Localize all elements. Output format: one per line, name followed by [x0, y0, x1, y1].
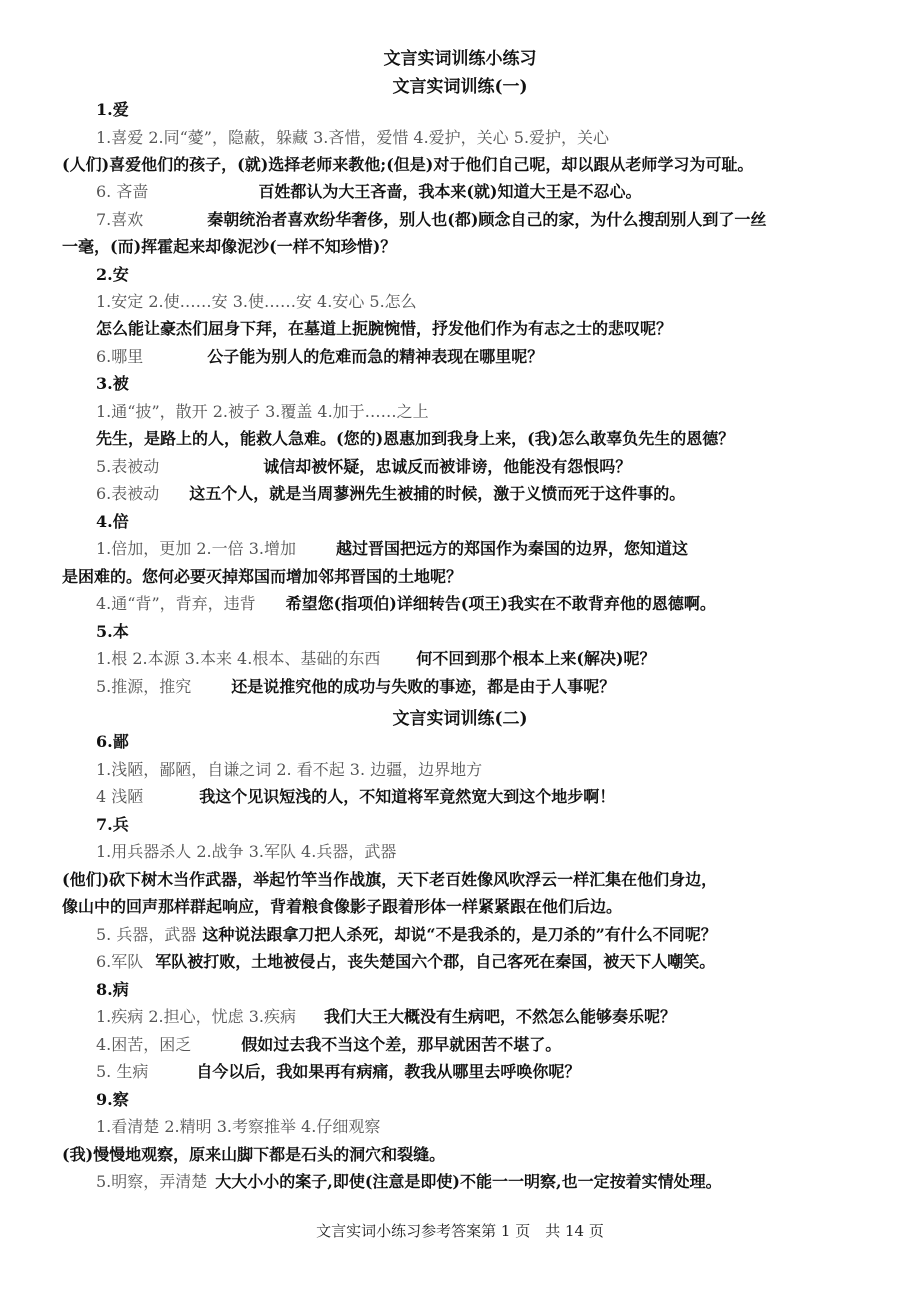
- meaning-line: 1.安定 2.使……安 3.使……安 4.安心 5.怎么: [96, 292, 417, 311]
- meaning-label: 5. 生病: [96, 1062, 149, 1081]
- meaning-label: 5.明察，弄清楚: [96, 1172, 208, 1191]
- entry-line: [96, 182, 862, 202]
- meaning-label: 4 浅陋: [96, 787, 144, 806]
- word-heading: 4.倍: [96, 512, 129, 531]
- translation-text: 何不回到那个根本上来(解决)呢？: [416, 649, 656, 668]
- document-title: 文言实词训练小练习: [383, 49, 537, 69]
- meaning-label: 1.疾病 2.担心，忧虑 3.疾病: [96, 1007, 296, 1026]
- entry-line: [96, 210, 862, 230]
- translation-text: 假如过去我不当这个差，那早就困苦不堪了。: [241, 1035, 562, 1054]
- entry-line: [96, 347, 862, 367]
- meaning-line: 1.通“披”，散开 2.被子 3.覆盖 4.加于……之上: [96, 402, 429, 421]
- word-heading: 1.爱: [96, 100, 129, 119]
- entry-line: [96, 539, 862, 559]
- entry-line: [96, 925, 862, 945]
- translation-text: 秦朝统治者喜欢纷华奢侈，别人也(都)顾念自己的家，为什么搜刮别人到了一丝: [207, 210, 767, 229]
- translation-line: 先生，是路上的人，能救人急难。(您的)恩惠加到我身上来，(我)怎么敢辜负先生的恩德？: [96, 429, 735, 448]
- translation-line: (我)慢慢地观察，原来山脚下都是石头的洞穴和裂缝。: [62, 1145, 446, 1164]
- meaning-label: 6.哪里: [96, 347, 144, 366]
- translation-line: 像山中的回声那样群起响应，背着粮食像影子跟着形体一样紧紧跟在他们后边。: [62, 897, 623, 916]
- translation-text: 公子能为别人的危难而急的精神表现在哪里呢？: [207, 347, 544, 366]
- meaning-label: 5. 兵器，武器: [96, 925, 197, 944]
- meaning-label: 5.表被动: [96, 457, 160, 476]
- section-title-1: 文言实词训练(一): [392, 77, 528, 97]
- meaning-label: 6.军队: [96, 952, 144, 971]
- translation-text: 越过晋国把远方的郑国作为秦国的边界，您知道这: [335, 539, 688, 558]
- entry-line: [96, 1062, 862, 1082]
- meaning-label: 6. 吝啬: [96, 182, 149, 201]
- entry-line: [96, 1035, 862, 1055]
- translation-text: 这五个人，就是当周蓼洲先生被捕的时候，激于义愤而死于这件事的。: [189, 484, 686, 503]
- entry-line: [96, 457, 862, 477]
- page-footer: 文言实词小练习参考答案第 1 页 共 14 页: [316, 1222, 604, 1240]
- meaning-label: 6.表被动: [96, 484, 160, 503]
- translation-line: 是困难的。您何必要灭掉郑国而增加邻邦晋国的土地呢？: [62, 567, 463, 586]
- translation-text: 我们大王大概没有生病吧，不然怎么能够奏乐呢？: [323, 1007, 676, 1026]
- translation-text: 大大小小的案子,即使(注意是即使)不能一一明察,也一定按着实情处理。: [215, 1172, 722, 1191]
- entry-line: [96, 649, 862, 669]
- translation-text: 军队被打败，土地被侵占，丧失楚国六个郡，自己客死在秦国，被天下人嘲笑。: [155, 952, 716, 971]
- translation-text: 自今以后，我如果再有病痛，教我从哪里去呼唤你呢？: [196, 1062, 581, 1081]
- meaning-label: 4.通“背”，背弃，违背: [96, 594, 256, 613]
- translation-text: 希望您(指项伯)详细转告(项王)我实在不敢背弃他的恩德啊。: [285, 594, 716, 613]
- entry-line: [96, 1007, 862, 1027]
- translation-text: 诚信却被怀疑，忠诚反而被诽谤，他能没有怨恨吗？: [263, 457, 632, 476]
- entry-line: [96, 484, 862, 504]
- translation-text: 我这个见识短浅的人，不知道将军竟然宽大到这个地步啊！: [199, 787, 616, 806]
- meaning-line: 1.用兵器杀人 2.战争 3.军队 4.兵器，武器: [96, 842, 397, 861]
- meaning-line: 1.喜爱 2.同“薆”，隐蔽，躲藏 3.吝惜，爱惜 4.爱护，关心 5.爱护，关心: [96, 128, 610, 147]
- meaning-label: 5.推源，推究: [96, 677, 192, 696]
- word-heading: 2.安: [96, 265, 129, 284]
- word-heading: 6.鄙: [96, 732, 129, 751]
- meaning-label: 1.倍加，更加 2.一倍 3.增加: [96, 539, 296, 558]
- translation-text: 还是说推究他的成功与失败的事迹，都是由于人事呢？: [231, 677, 616, 696]
- meaning-label: 7.喜欢: [96, 210, 144, 229]
- word-heading: 5.本: [96, 622, 129, 641]
- translation-line: 一毫，(而)挥霍起来却像泥沙(一样不知珍惜)？: [62, 237, 397, 256]
- translation-line: (他们)砍下树木当作武器，举起竹竿当作战旗，天下老百姓像风吹浮云一样汇集在他们身边，: [62, 870, 718, 889]
- meaning-label: 1.根 2.本源 3.本来 4.根本、基础的东西: [96, 649, 381, 668]
- word-heading: 8.病: [96, 980, 129, 999]
- word-heading: 9.察: [96, 1090, 129, 1109]
- word-heading: 3.被: [96, 374, 129, 393]
- entry-line: [96, 1172, 862, 1192]
- section-title-2: 文言实词训练(二): [392, 709, 528, 729]
- translation-text: 百姓都认为大王吝啬，我本来(就)知道大王是不忍心。: [258, 182, 642, 201]
- entry-line: [96, 952, 862, 972]
- translation-line: 怎么能让豪杰们屈身下拜，在墓道上扼腕惋惜，抒发他们作为有志之士的悲叹呢？: [96, 319, 673, 338]
- meaning-label: 4.困苦，困乏: [96, 1035, 192, 1054]
- translation-text: 这种说法跟拿刀把人杀死，却说“不是我杀的，是刀杀的”有什么不同呢？: [202, 925, 717, 944]
- meaning-line: 1.看清楚 2.精明 3.考察推举 4.仔细观察: [96, 1117, 381, 1136]
- entry-line: [96, 677, 862, 697]
- word-heading: 7.兵: [96, 815, 129, 834]
- meaning-line: 1.浅陋，鄙陋，自谦之词 2. 看不起 3. 边疆，边界地方: [96, 760, 483, 779]
- translation-line: (人们)喜爱他们的孩子，(就)选择老师来教他;(但是)对于他们自己呢，却以跟从老师学习为可耻。: [62, 155, 754, 174]
- entry-line: [96, 594, 862, 614]
- entry-line: [96, 787, 862, 807]
